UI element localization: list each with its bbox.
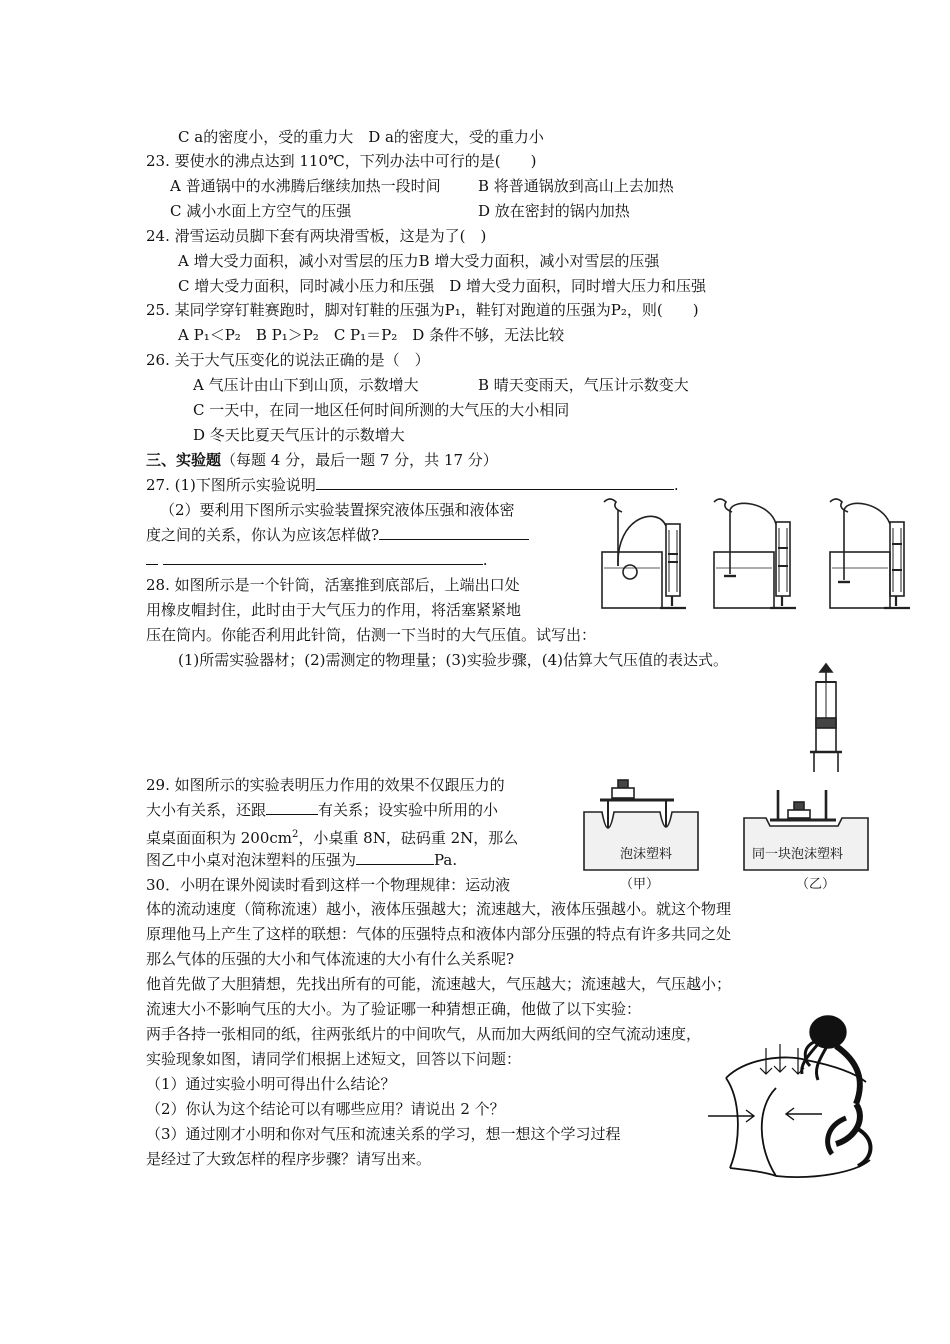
q30-line7: 两手各持一张相同的纸，往两张纸片的中间吹气，从而加大两纸间的空气流动速度， [146,1025,702,1043]
manometer-setup-2 [714,499,796,608]
paper-blowing-figure [706,1008,886,1184]
q24-options-cd: C 增大受力面积，同时减小压力和压强 D 增大受力面积，同时增大压力和压强 [178,277,707,295]
q29-blank-1[interactable] [266,800,318,815]
q29-line3-b: ，小桌重 8N，砝码重 2N，那么 [298,829,519,847]
q29-line4-b: Pa. [434,851,458,869]
q29-line3 [146,825,518,848]
q23-option-b: B 将普通锅放到高山上去加热 [478,177,674,195]
syringe-figure [806,662,846,774]
foam-experiment-a [584,780,698,870]
section-3-note: （每题 4 分，最后一题 7 分，共 17 分） [221,451,498,469]
manometer-figure [596,496,926,618]
q30-sub3-line1: （3）通过刚才小明和你对气压和流速关系的学习，想一想这个学习过程 [146,1125,621,1143]
caption-b: （乙） [796,877,836,892]
section-3-heading [146,450,498,470]
q23-option-a: A 普通锅中的水沸腾后继续加热一段时间 [170,177,441,195]
q30-line4: 那么气体的压强的大小和气体流速的大小有什么关系呢? [146,950,515,968]
q27-part2-blank[interactable] [379,525,529,540]
q27-part1-text: 27. (1)下图所示实验说明 [146,476,316,494]
q27-part1: 27. (1)下图所示实验说明 . [146,476,679,494]
q28-line4: (1)所需实验器材；(2)需测定的物理量；(3)实验步骤，(4)估算大气压值的表达式。 [178,651,728,669]
section-3-title: 三、实验题 [146,451,222,469]
q29-line2-b: 有关系；设实验中所用的小 [318,801,499,819]
q30-line3: 原理他马上产生了这样的联想：气体的压强特点和液体内部分压强的特点有许多共同之处 [146,925,732,943]
q27-part2-blank-2b[interactable] [163,550,483,565]
superscript-2: 2 [292,829,299,840]
q28-line2: 用橡皮帽封住，此时由于大气压力的作用，将活塞紧紧地 [146,601,522,619]
q29-blank-2[interactable] [356,850,434,865]
q27-part1-blank[interactable] [316,475,674,490]
q28-line3: 压在筒内。你能否利用此针筒，估测一下当时的大气压值。试写出： [146,626,597,644]
q30-sub3-line2: 是经过了大致怎样的程序步骤？请写出来。 [146,1150,432,1168]
q23-stem: 23. 要使水的沸点达到 110℃，下列办法中可行的是( ) [146,152,537,170]
q29-line4 [146,850,457,870]
q30-line5: 他首先做了大胆猜想，先找出所有的可能，流速越大，气压越大；流速越大，气压越小； [146,975,732,993]
q29-line1: 29. 如图所示的实验表明压力作用的效果不仅跟压力的 [146,776,505,794]
q29-line4-a: 图乙中小桌对泡沫塑料的压强为 [146,851,357,869]
q29-line2 [146,800,498,820]
q27-part2-line3: . [146,550,488,570]
q27-part2-blank-2a[interactable] [146,550,158,565]
q30-line1: 30．小明在课外阅读时看到这样一个物理规律：运动液 [146,876,511,894]
q30-line2: 体的流动速度（简称流速）越小，液体压强越大；流速越大，液体压强越小。就这个物理 [146,900,732,918]
q30-sub2: （2）你认为这个结论可以有哪些应用？请说出 2 个？ [146,1100,505,1118]
foam-pressure-figure [580,772,880,894]
q25-stem: 25. 某同学穿钉鞋赛跑时，脚对钉鞋的压强为P₁，鞋钉对跑道的压强为P₂，则( ) [146,301,699,319]
q27-part2-line2 [146,525,529,545]
q29-line2-a: 大小有关系，还跟 [146,801,267,819]
q30-line6: 流速大小不影响气压的大小。为了验证哪一种猜想正确，他做了以下实验： [146,1000,642,1018]
q26-option-b: B 晴天变雨天，气压计示数变大 [478,376,689,394]
q30-sub1: （1）通过实验小明可得出什么结论？ [146,1075,396,1093]
manometer-setup-3 [830,499,910,608]
q24-stem: 24. 滑雪运动员脚下套有两块滑雪板，这是为了( ) [146,227,487,245]
q23-option-d: D 放在密封的锅内加热 [478,202,630,220]
person-blowing-icon [802,1016,871,1166]
q24-options-ab: A 增大受力面积，减小对雪层的压力B 增大受力面积，减小对雪层的压强 [178,252,660,270]
caption-a: （甲） [620,877,660,892]
foam-label-a: 泡沫塑料 [620,847,673,862]
q27-part2-text: 度之间的关系，你认为应该怎样做? [146,526,380,544]
manometer-setup-1 [602,499,686,608]
q22-options-cd: C a的密度小，受的重力大 D a的密度大，受的重力小 [178,128,544,146]
q30-line8: 实验现象如图，请同学们根据上述短文，回答以下问题： [146,1050,522,1068]
q27-part2-line1: （2）要利用下图所示实验装置探究液体压强和液体密 [160,501,515,519]
q25-options: A P₁＜P₂ B P₁＞P₂ C P₁＝P₂ D 条件不够，无法比较 [178,326,565,344]
q26-option-d: D 冬天比夏天气压计的示数增大 [193,426,405,444]
q28-line1: 28. 如图所示是一个针筒，活塞推到底部后，上端出口处 [146,576,520,594]
q26-stem: 26. 关于大气压变化的说法正确的是（ ） [146,351,430,369]
foam-experiment-b [744,790,868,870]
q23-option-c: C 减小水面上方空气的压强 [170,202,352,220]
q26-option-a: A 气压计由山下到山顶，示数增大 [193,376,419,394]
q26-option-c: C 一天中，在同一地区任何时间所测的大气压的大小相同 [193,401,570,419]
foam-label-b: 同一块泡沫塑料 [752,847,844,862]
q29-line3-a: 桌桌面面积为 200cm [146,829,293,847]
